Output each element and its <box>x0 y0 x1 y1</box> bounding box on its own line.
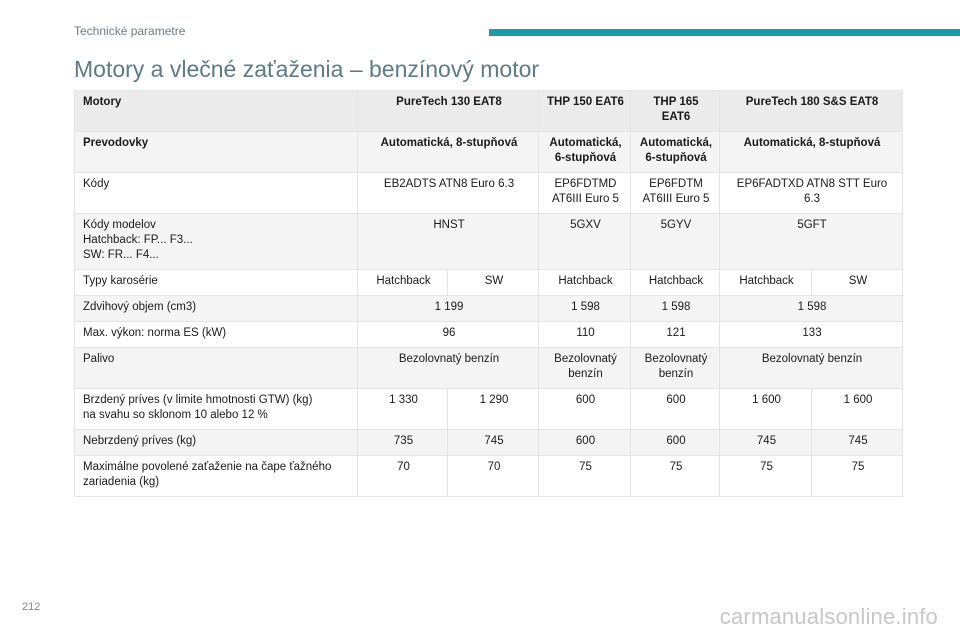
table-cell: 5GFT <box>720 214 903 270</box>
table-row-nose-load <box>75 456 903 497</box>
table-cell: PureTech 180 S&S EAT8 <box>720 91 903 132</box>
table-cell: 110 <box>539 322 631 348</box>
table-cell: 600 <box>631 389 720 430</box>
section-accent-bar <box>489 29 960 36</box>
table-row-gearbox <box>75 132 903 173</box>
table-cell: SW <box>812 270 903 296</box>
table-cell: EP6FADTXD ATN8 STT Euro 6.3 <box>720 173 903 214</box>
table-cell: 75 <box>812 456 903 497</box>
section-label: Technické parametre <box>74 24 186 38</box>
table-cell: Automatická, 6-stupňová <box>631 132 720 173</box>
table-cell: Automatická, 8-stupňová <box>720 132 903 173</box>
table-cell: HNST <box>358 214 539 270</box>
table-cell: 745 <box>812 430 903 456</box>
table-cell: 133 <box>720 322 903 348</box>
row-label-model-codes: Kódy modelov Hatchback: FP... F3... SW: FR... F4... <box>75 214 358 270</box>
table-cell: Hatchback <box>631 270 720 296</box>
table-cell: Bezolovnatý benzín <box>631 348 720 389</box>
table-cell: Bezolovnatý benzín <box>358 348 539 389</box>
row-label-braked-trailer: Brzdený príves (v limite hmotnosti GTW) (kg) na svahu so sklonom 10 alebo 12 % <box>75 389 358 430</box>
engine-spec-table <box>74 90 903 497</box>
table-cell: 1 199 <box>358 296 539 322</box>
table-cell: 70 <box>358 456 448 497</box>
page-title: Motory a vlečné zaťaženia – benzínový motor <box>74 56 540 82</box>
table-row-codes <box>75 173 903 214</box>
table-cell: Automatická, 6-stupňová <box>539 132 631 173</box>
page-number: 212 <box>22 601 41 613</box>
row-label-fuel: Palivo <box>75 348 358 389</box>
table-cell: 1 600 <box>812 389 903 430</box>
table-cell: SW <box>448 270 539 296</box>
table-cell: Hatchback <box>539 270 631 296</box>
table-cell: 75 <box>631 456 720 497</box>
table-cell: 745 <box>720 430 812 456</box>
table-row-engines <box>75 91 903 132</box>
table-cell: 1 598 <box>720 296 903 322</box>
table-row-model-codes <box>75 214 903 270</box>
table-cell: Hatchback <box>720 270 812 296</box>
table-cell: Bezolovnatý benzín <box>720 348 903 389</box>
row-label-unbraked-trailer: Nebrzdený príves (kg) <box>75 430 358 456</box>
row-label-displacement: Zdvihový objem (cm3) <box>75 296 358 322</box>
table-cell: 75 <box>720 456 812 497</box>
table-cell: THP 150 EAT6 <box>539 91 631 132</box>
table-row-braked-trailer <box>75 389 903 430</box>
row-label-codes: Kódy <box>75 173 358 214</box>
table-cell: PureTech 130 EAT8 <box>358 91 539 132</box>
table-cell: 1 598 <box>539 296 631 322</box>
table-row-displacement <box>75 296 903 322</box>
row-label-engines: Motory <box>75 91 358 132</box>
table-cell: EP6FDTM AT6III Euro 5 <box>631 173 720 214</box>
table-cell: 96 <box>358 322 539 348</box>
table-cell: 121 <box>631 322 720 348</box>
table-cell: 5GYV <box>631 214 720 270</box>
table-cell: Bezolovnatý benzín <box>539 348 631 389</box>
table-cell: 5GXV <box>539 214 631 270</box>
row-label-body-types: Typy karosérie <box>75 270 358 296</box>
table-row-power <box>75 322 903 348</box>
table-cell: EB2ADTS ATN8 Euro 6.3 <box>358 173 539 214</box>
table-row-body-types <box>75 270 903 296</box>
row-label-nose-load: Maximálne povolené zaťaženie na čape ťažného zariadenia (kg) <box>75 456 358 497</box>
row-label-gearbox: Prevodovky <box>75 132 358 173</box>
table-cell: Automatická, 8-stupňová <box>358 132 539 173</box>
table-cell: 1 330 <box>358 389 448 430</box>
table-cell: 1 598 <box>631 296 720 322</box>
table-cell: 1 290 <box>448 389 539 430</box>
table-cell: 745 <box>448 430 539 456</box>
row-label-power: Max. výkon: norma ES (kW) <box>75 322 358 348</box>
table-cell: 70 <box>448 456 539 497</box>
table-cell: EP6FDTMD AT6III Euro 5 <box>539 173 631 214</box>
table-cell: 600 <box>539 389 631 430</box>
table-row-fuel <box>75 348 903 389</box>
table-cell: 600 <box>631 430 720 456</box>
table-cell: THP 165 EAT6 <box>631 91 720 132</box>
table-cell: Hatchback <box>358 270 448 296</box>
table-cell: 1 600 <box>720 389 812 430</box>
table-cell: 75 <box>539 456 631 497</box>
watermark: carmanualsonline.info <box>719 604 938 629</box>
table-cell: 735 <box>358 430 448 456</box>
table-cell: 600 <box>539 430 631 456</box>
table-row-unbraked-trailer <box>75 430 903 456</box>
